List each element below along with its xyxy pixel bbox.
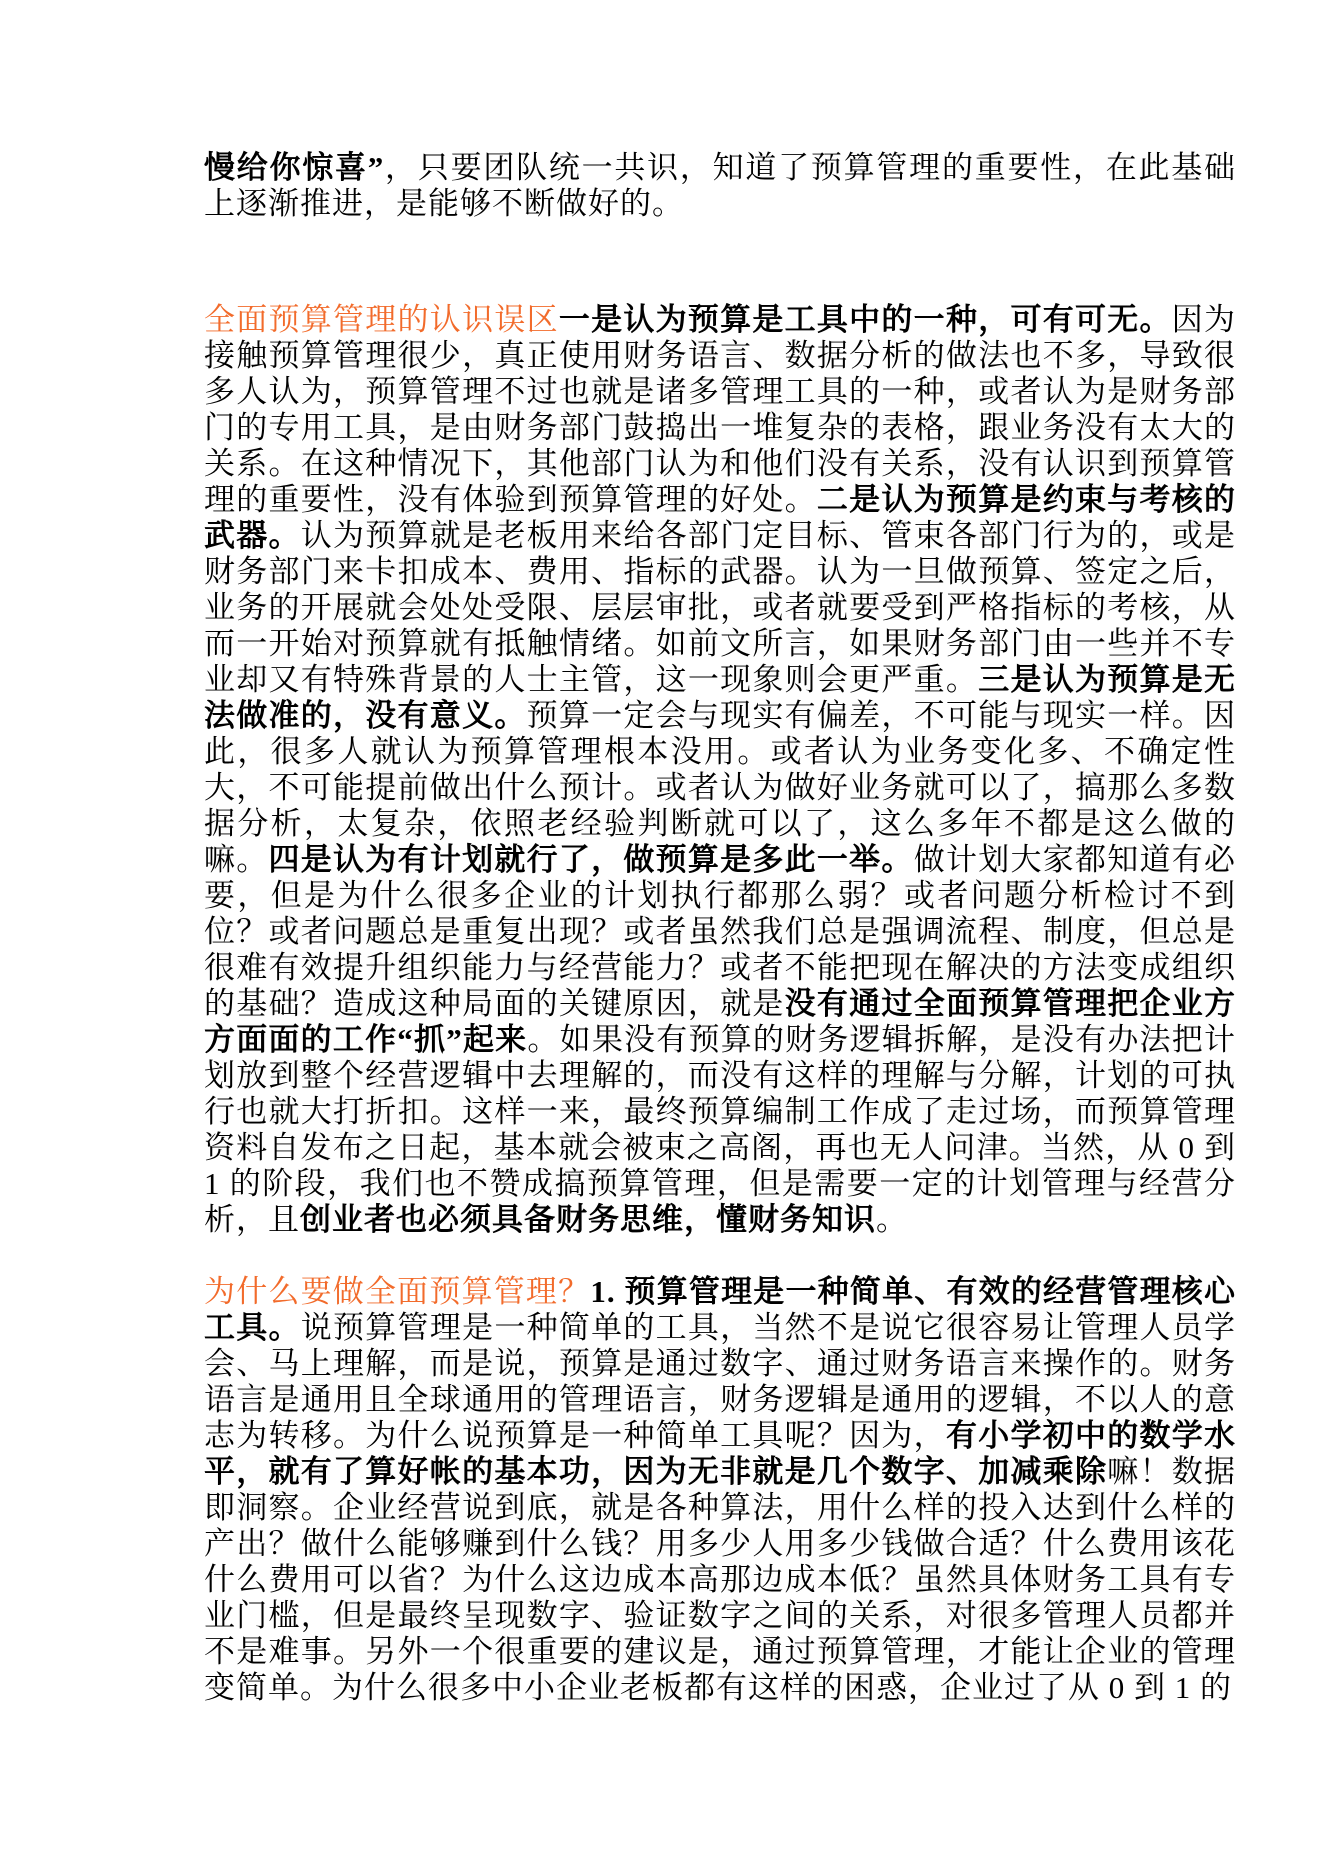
text-run: 因为接触预算管理很少，真正使用财务语言、数据分析的做法也不多，导致很多人认为，预算管理不过也就是诸多管理工具的一种，或者认为是财务部门的专用工具，是由财务部门鼓捣出一堆复杂的表格，跟业务没有太大的关系。在这种情况下，其他部门认为和他们没有关系，没有认识到预算管理的重要性，没有体验到预算管理的好处。 [204,302,1237,517]
paragraph-why [204,1274,1236,1706]
text-run: 预算一定会与现实有偏差，不可能与现实一样。因此，很多人就认为预算管理根本没用。或者认为业务变化多、不确定性大，不可能提前做出什么预计。或者认为做好业务就可以了，搞那么多数据分析，太复杂，依照老经验判断就可以了，这么多年不都是这么做的嘛。 [204,698,1237,877]
emphasis-run: 四是认为有计划就行了，做预算是多此一举。 [268,842,914,877]
emphasis-run: 有小学初中的数学水平，就有了算好帐的基本功，因为无非就是几个数字、加减乘除 [204,1418,1237,1489]
text-run: 说预算管理是一种简单的工具，当然不是说它很容易让管理人员学会、马上理解，而是说，预算是通过数字、通过财务语言来操作的。财务语言是通用且全球通用的管理语言，财务逻辑是通用的逻辑，不以人的意志为转移。为什么说预算是一种简单工具呢？因为， [204,1310,1237,1453]
section-heading: 全面预算管理的认识误区 [204,302,559,337]
text-run: 嘛！数据即洞察。企业经营说到底，就是各种算法，用什么样的投入达到什么样的产出？做什么能够赚到什么钱？用多少人用多少钱做合适？什么费用该花什么费用可以省？为什么这边成本高那边成本低？虽然具体财务工具有专业门槛，但是最终呈现数字、验证数字之间的关系，对很多管理人员都并不是难事。另外一个很重要的建议是，通过预算管理，才能让企业的管理变简单。为什么很多中小企业老板都有这样的困惑，企业过了从 0 到 1 的 [204,1454,1237,1705]
emphasis-run: 一是认为预算是工具中的一种，可有可无。 [558,302,1172,337]
text-run: 。 [876,1202,908,1237]
emphasis-run: 1. 预算管理是一种简单、有效的经营管理核心工具。 [204,1274,1237,1345]
document-body [204,150,1236,1706]
emphasis-run: 慢给你惊喜” [204,150,385,185]
paragraph-misconceptions [204,302,1236,1238]
text-run: 。如果没有预算的财务逻辑拆解，是没有办法把计划放到整个经营逻辑中去理解的，而没有这样的理解与分解，计划的可执行也就大打折扣。这样一来，最终预算编制工作成了走过场，而预算管理资料自发布之日起，基本就会被束之高阁，再也无人问津。当然，从 0 到 1 的阶段，我们也不赞成搞预算管理，但是需要一定的计划管理与经营分析，且 [204,1022,1236,1237]
emphasis-run: 二是认为预算是约束与考核的武器。 [204,482,1237,553]
emphasis-run: 没有通过全面预算管理把企业方方面面的工作“抓”起来 [204,986,1237,1057]
text-run: 认为预算就是老板用来给各部门定目标、管束各部门行为的，或是财务部门来卡扣成本、费用、指标的武器。认为一旦做预算、签定之后，业务的开展就会处处受限、层层审批，或者就要受到严格指标的考核，从而一开始对预算就有抵触情绪。如前文所言，如果财务部门由一些并不专业却又有特殊背景的人士主管，这一现象则会更严重。 [204,518,1237,697]
text-run: 做计划大家都知道有必要，但是为什么很多企业的计划执行都那么弱？或者问题分析检讨不到位？或者问题总是重复出现？或者虽然我们总是强调流程、制度，但总是很难有效提升组织能力与经营能力？或者不能把现在解决的方法变成组织的基础？造成这种局面的关键原因，就是 [204,842,1237,1021]
text-run: ，只要团队统一共识，知道了预算管理的重要性，在此基础上逐渐推进，是能够不断做好的。 [204,150,1237,221]
paragraph-intro [204,150,1236,222]
emphasis-run: 三是认为预算是无法做准的，没有意义。 [204,662,1237,733]
emphasis-run: 创业者也必须具备财务思维，懂财务知识 [300,1202,876,1237]
section-heading: 为什么要做全面预算管理？ [204,1274,591,1309]
